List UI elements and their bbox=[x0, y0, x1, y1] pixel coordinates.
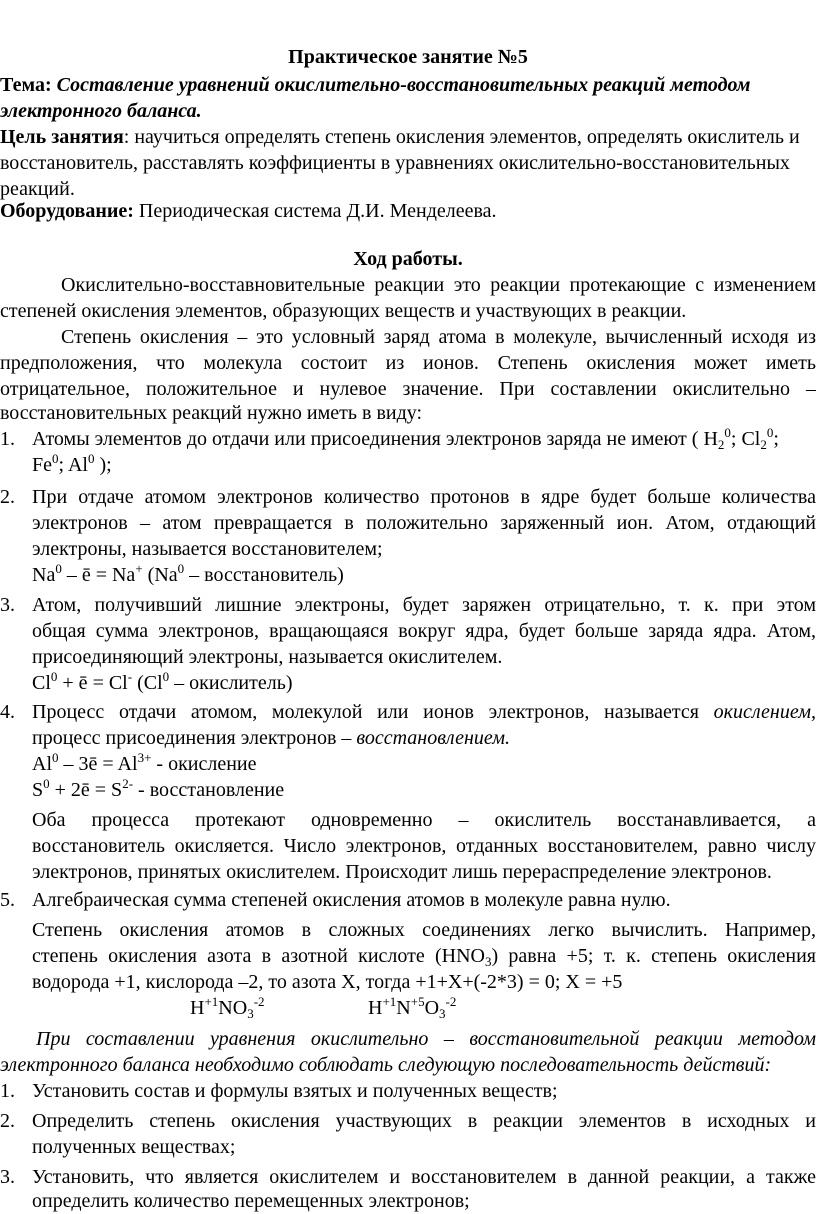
separator: ; bbox=[773, 428, 779, 450]
item-1-line2 bbox=[32, 452, 112, 478]
h2-sup-b: +1 bbox=[382, 994, 397, 1009]
equipment-line bbox=[0, 198, 497, 224]
o3-sup: -2 bbox=[445, 994, 457, 1009]
item-2-line1: При отдаче атомом электронов количество протонов в ядре будет больше количества bbox=[32, 486, 816, 508]
step-3-line2: определить количество перемещенных электронов; bbox=[32, 1190, 470, 1212]
s-sup2: 2- bbox=[122, 776, 134, 791]
item-4-line1 bbox=[32, 699, 816, 725]
item-5-para-line1: Степень окисления атомов в сложных соединениях легко вычислить. Например, bbox=[32, 919, 816, 941]
step-2-line2: полученных веществах; bbox=[32, 1136, 236, 1158]
step-3-number: 3. bbox=[0, 1166, 15, 1188]
para2-line3: отрицательное, положительное и нулевое значение. При составлении окислительно – bbox=[0, 378, 816, 400]
item-4-text2: процесс присоединения электронов – bbox=[32, 727, 357, 749]
step-1-number: 1. bbox=[0, 1080, 15, 1102]
na-tail2: – восстановитель) bbox=[184, 564, 344, 586]
item-5-para-line3: водорода +1, кислорода –2, то азота X, тогда +1+X+(-2*3) = 0; X = +5 bbox=[32, 971, 623, 993]
item-3-line1: Атом, получивший лишние электроны, будет заряжен отрицательно, т. к. при этом bbox=[32, 594, 816, 616]
cl-label: ; Cl bbox=[730, 428, 761, 450]
na-eq: – ē = Na bbox=[61, 564, 136, 586]
hno3-formula-1 bbox=[190, 995, 265, 1021]
item-5-number: 5. bbox=[0, 889, 15, 911]
para2-line2: предположения, что молекула состоит из ионов. Степень окисления может иметь bbox=[0, 352, 816, 374]
na-equation bbox=[32, 562, 344, 588]
al-sup: 0 bbox=[87, 451, 95, 466]
o3-sub: 3 bbox=[439, 1006, 446, 1021]
intro-italic-line1: При составлении уравнения окислительно – восстановительной реакции методом bbox=[36, 1028, 816, 1050]
item-5-line1: Алгебраическая сумма степеней окисления атомов в молекуле равна нулю. bbox=[32, 889, 671, 911]
item-3-line2: общая сумма электронов, вращающаяся вокруг ядра, будет больше заряда ядра. Атом, bbox=[32, 620, 816, 642]
item-4-para-line2: восстановитель окисляется. Число электронов, отданных восстановителем, равно числу bbox=[32, 835, 816, 857]
item-4-italic2: восстановлением. bbox=[356, 727, 511, 749]
h-sup: +1 bbox=[204, 994, 219, 1009]
page-title: Практическое занятие №5 bbox=[288, 46, 528, 68]
para2-line4: восстановительных реакций нужно иметь в виду: bbox=[0, 402, 423, 424]
intro-italic-line2: электронного баланса необходимо соблюдать следующую последовательность действий: bbox=[0, 1054, 772, 1076]
item-4-para-line3: электронов, принятых окислителем. Происходит лишь перераспределение электронов. bbox=[32, 861, 772, 883]
s-symbol: S bbox=[32, 779, 44, 801]
al-eq-symbol: Al bbox=[32, 753, 52, 775]
step-2-number: 2. bbox=[0, 1110, 15, 1132]
o-symbol: O bbox=[424, 997, 440, 1019]
para2-line1: Степень окисления – это условный заряд атома в молекуле, вычисленный исходя из bbox=[61, 326, 816, 348]
topic-text: Составление уравнений окислительно-восстановительных реакций методом bbox=[56, 74, 751, 96]
work-heading: Ход работы. bbox=[353, 248, 463, 270]
item-4-number: 4. bbox=[0, 701, 15, 723]
na-sup0b: 0 bbox=[177, 561, 185, 576]
h2-symbol: H bbox=[368, 997, 383, 1019]
item-3-line3: присоединяющий электроны, называется окислителем. bbox=[32, 646, 503, 668]
na-sup-plus: + bbox=[135, 561, 143, 576]
s-sup0: 0 bbox=[43, 776, 50, 791]
no3-sub: 3 bbox=[247, 1006, 254, 1021]
item-4-italic: окислением, bbox=[713, 701, 816, 723]
al-eq-sup3: 3+ bbox=[137, 750, 152, 765]
al-equation bbox=[32, 751, 257, 777]
cl-sup-minus: - bbox=[127, 669, 133, 684]
topic-label: Тема: bbox=[0, 74, 52, 96]
cl-eq: + ē = Cl bbox=[57, 672, 128, 694]
na-symbol: Na bbox=[32, 564, 56, 586]
s-tail: - восстановление bbox=[133, 779, 285, 801]
goal-label: Цель занятия bbox=[0, 126, 124, 148]
item-2-number: 2. bbox=[0, 486, 15, 508]
step-2-line1: Определить степень окисления участвующих в реакции элементов в исходных и bbox=[32, 1110, 816, 1132]
item-4-para-line1: Оба процесса протекают одновременно – окислитель восстанавливается, а bbox=[32, 809, 816, 831]
n-sup: +5 bbox=[410, 994, 425, 1009]
fe-symbol: Fe bbox=[32, 454, 52, 476]
al-eq-sup0: 0 bbox=[52, 750, 59, 765]
item-5-para-line2 bbox=[32, 943, 816, 969]
topic-text-2: электронного баланса. bbox=[0, 100, 202, 122]
step-1-text: Установить состав и формулы взятых и полученных веществ; bbox=[32, 1080, 558, 1102]
item-1-number: 1. bbox=[0, 428, 15, 450]
cl-sup0: 0 bbox=[50, 669, 58, 684]
al-symbol: ; Al bbox=[58, 454, 88, 476]
s-equation bbox=[32, 777, 284, 803]
cl-equation bbox=[32, 670, 293, 696]
h2-sub: 2 bbox=[717, 437, 725, 452]
item-2-line3: электроны, называется восстановителем; bbox=[32, 538, 383, 560]
h-symbol: H bbox=[190, 997, 205, 1019]
item-4-text: Процесс отдачи атомом, молекулой или ионов электронов, называется bbox=[32, 701, 714, 723]
no3-sup: -2 bbox=[253, 994, 265, 1009]
cl2-sub: 2 bbox=[760, 437, 767, 452]
cl2-sup: 0 bbox=[766, 425, 774, 440]
cl-sup0b: 0 bbox=[162, 669, 170, 684]
goal-text-2: восстановитель, расставлять коэффициенты в уравнениях окислительно-восстановительных bbox=[0, 152, 790, 174]
cl-tail2: – окислитель) bbox=[169, 672, 293, 694]
item-4-line2 bbox=[32, 725, 510, 751]
no-symbol: NO bbox=[218, 997, 248, 1019]
item-2-line2: электронов – атом превращается в положительно заряженный ион. Атом, отдающий bbox=[32, 512, 816, 534]
cl-symbol: Cl bbox=[32, 672, 51, 694]
na-sup0: 0 bbox=[55, 561, 62, 576]
s-eq: + 2ē = S bbox=[49, 779, 123, 801]
hno3-sub: 3 bbox=[485, 954, 492, 969]
al-eq: – 3ē = Al bbox=[58, 753, 138, 775]
na-tail1: (Na bbox=[142, 564, 178, 586]
item-5-text-a: степень окисления азота в азотной кислоте (HNO bbox=[32, 945, 485, 967]
goal-text-3: реакций. bbox=[0, 178, 75, 200]
fe-sup: 0 bbox=[52, 451, 59, 466]
goal-text-1: : научиться определять степень окисления элементов, определять окислитель и bbox=[123, 126, 800, 148]
topic-line bbox=[0, 72, 750, 98]
goal-line bbox=[0, 124, 800, 150]
item-1-line1 bbox=[32, 426, 779, 452]
item-3-number: 3. bbox=[0, 594, 15, 616]
al-eq-tail: - окисление bbox=[151, 753, 257, 775]
para1-line1: Окислительно-восставновительные реакции это реакции протекающие с изменением bbox=[61, 274, 816, 296]
h2-sup: 0 bbox=[724, 425, 731, 440]
item-5-text-b: ) равна +5; т. к. степень окисления bbox=[491, 945, 816, 967]
equipment-label: Оборудование: bbox=[0, 200, 134, 222]
step-3-line1: Установить, что является окислителем и восстановителем в данной реакции, а также bbox=[32, 1166, 816, 1188]
close-paren: ); bbox=[94, 454, 112, 476]
n-symbol: N bbox=[396, 997, 411, 1019]
hno3-formula-2 bbox=[368, 995, 456, 1021]
item-1-text: Атомы элементов до отдачи или присоединения электронов заряда не имеют ( H bbox=[32, 428, 718, 450]
cl-tail1: (Cl bbox=[132, 672, 163, 694]
equipment-text: Периодическая система Д.И. Менделеева. bbox=[133, 200, 497, 222]
para1-line2: степеней окисления элементов, образующих веществ и участвующих в реакции. bbox=[0, 300, 687, 322]
